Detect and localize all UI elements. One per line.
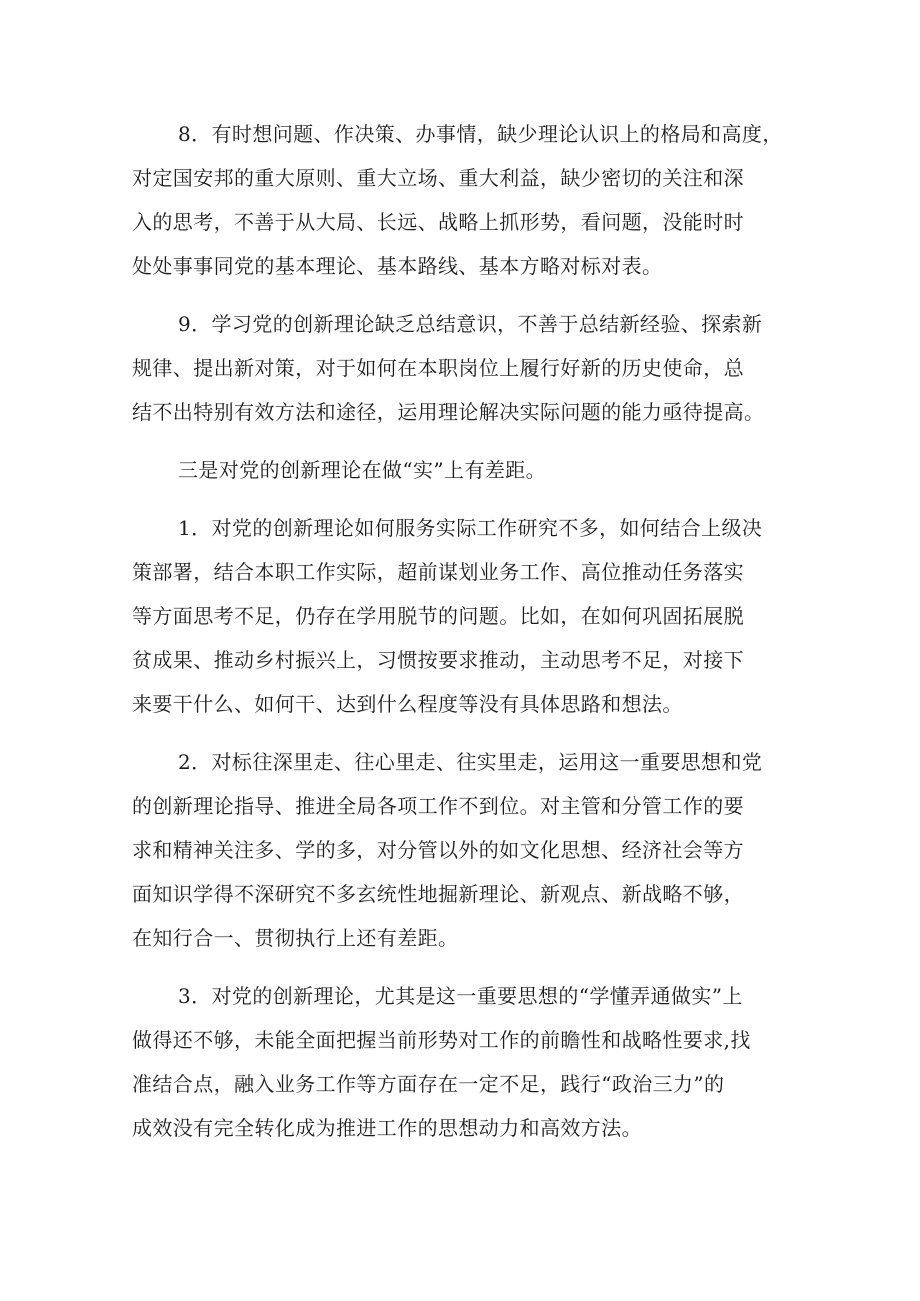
paragraph-line: 准结合点，融入业务工作等方面存在一定不足，践行“政治三力”的 xyxy=(132,1072,725,1096)
paragraph-line: 处处事事同党的基本理论、基本路线、基本方略对标对表。 xyxy=(132,254,663,278)
paragraph-line: 策部署，结合本职工作实际，超前谋划业务工作、高位推动任务落实 xyxy=(132,560,744,584)
paragraph-line: 结不出特别有效方法和途径，运用理论解决实际问题的能力亟待提高。 xyxy=(132,400,765,424)
document-body xyxy=(132,112,818,1164)
paragraph-line: 等方面思考不足，仍存在学用脱节的问题。比如，在如何巩固拓展脱 xyxy=(132,604,744,628)
paragraph-line: 对定国安邦的重大原则、重大立场、重大利益，缺少密切的关注和深 xyxy=(132,166,744,190)
paragraph-line: 来要干什么、如何干、达到什么程度等没有具体思路和想法。 xyxy=(132,692,683,716)
paragraph-line: 规律、提出新对策，对于如何在本职岗位上履行好新的历史使命，总 xyxy=(132,356,744,380)
paragraph-line: 9．学习党的创新理论缺乏总结意识，不善于总结新经验、探索新 xyxy=(178,312,763,336)
paragraph-line: 贫成果、推动乡村振兴上，习惯按要求推动，主动思考不足，对接下 xyxy=(132,648,744,672)
paragraph-line: 2．对标往深里走、往心里走、往实里走，运用这一重要思想和党 xyxy=(178,750,763,774)
paragraph-line: 求和精神关注多、学的多，对分管以外的如文化思想、经济社会等方 xyxy=(132,838,744,862)
paragraph-line: 8．有时想问题、作决策、办事情，缺少理论认识上的格局和高度， xyxy=(178,122,783,146)
paragraph-item-3 xyxy=(132,974,818,1150)
paragraph-line: 入的思考，不善于从大局、长远、战略上抓形势，看问题，没能时时 xyxy=(132,210,744,234)
paragraph-line: 成效没有完全转化成为推进工作的思想动力和高效方法。 xyxy=(132,1116,642,1140)
section-heading-three xyxy=(132,448,818,492)
paragraph-item-8 xyxy=(132,112,818,288)
paragraph-item-2 xyxy=(132,740,818,960)
paragraph-line: 的创新理论指导、推进全局各项工作不到位。对主管和分管工作的要 xyxy=(132,794,744,818)
paragraph-line: 三是对党的创新理论在做“实”上有差距。 xyxy=(178,458,547,482)
paragraph-line: 做得还不够，未能全面把握当前形势对工作的前瞻性和战略性要求,找 xyxy=(132,1028,751,1052)
paragraph-line: 3．对党的创新理论，尤其是这一重要思想的“学懂弄通做实”上 xyxy=(178,984,743,1008)
paragraph-item-1 xyxy=(132,506,818,726)
paragraph-line: 面知识学得不深研究不多玄统性地掘新理论、新观点、新战略不够， xyxy=(132,882,744,906)
paragraph-line: 在知行合一、贯彻执行上还有差距。 xyxy=(132,926,459,950)
paragraph-item-9 xyxy=(132,302,818,434)
paragraph-line: 1．对党的创新理论如何服务实际工作研究不多，如何结合上级决 xyxy=(178,516,763,540)
